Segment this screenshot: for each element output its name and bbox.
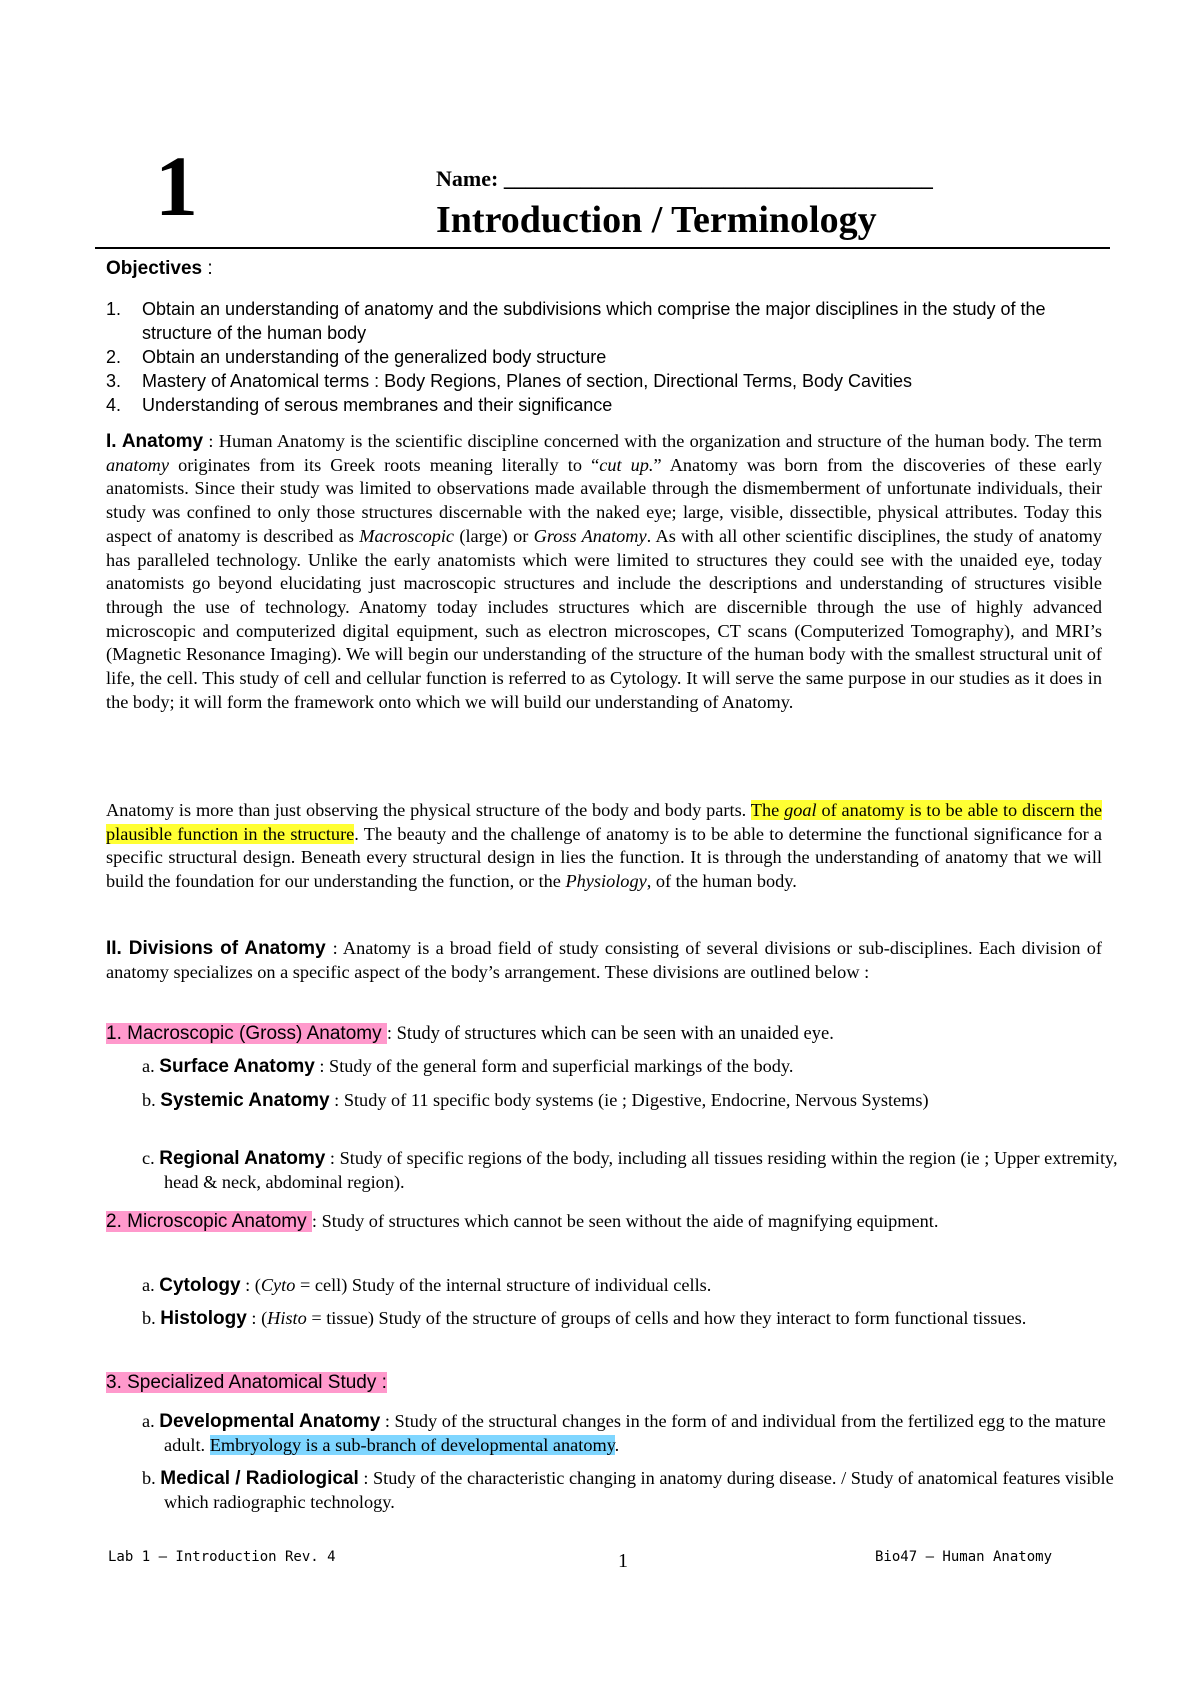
objective-text: Obtain an understanding of the generalized body structure <box>142 347 607 367</box>
objectives-colon: : <box>207 258 213 279</box>
subdivision-systemic <box>142 1089 1124 1113</box>
text-run: = tissue) Study of the structure of groups of cells and how they interact to form functional tissues. <box>306 1308 1027 1328</box>
section-heading-anatomy: I. Anatomy <box>106 431 204 452</box>
objective-number: 4. <box>106 395 122 415</box>
text-run: : Study of specific regions of the body, including all tissues residing within the region (ie ; Upper extremity, head & neck, abdominal region). <box>164 1148 1118 1192</box>
italic-term: goal <box>784 800 817 820</box>
sub-letter: a. <box>142 1056 160 1076</box>
microscopic-label: 2. Microscopic Anatomy <box>106 1211 312 1232</box>
sub-name: Regional Anatomy <box>159 1148 326 1169</box>
text-run: : Human Anatomy is the scientific discipline concerned with the organization and structure of the human body. The term <box>203 431 1102 451</box>
objective-text: Mastery of Anatomical terms : Body Regions, Planes of section, Directional Terms, Body Cavities <box>142 371 912 391</box>
text-run: of anatomy is to be able to discern the plausible function in the structure <box>106 800 1103 844</box>
sub-name: Surface Anatomy <box>159 1056 315 1077</box>
chapter-number: 1 <box>155 138 198 234</box>
objective-number: 2. <box>106 347 122 367</box>
sub-name: Medical / Radiological <box>160 1468 359 1489</box>
sub-name: Developmental Anatomy <box>159 1411 381 1432</box>
text-run: (large) or <box>454 525 534 546</box>
text-run: ” Anatomy was born from the discoveries of these early anatomists. Since their study was limited to observations made available through the dismemberment of unfortunate individuals, their study was confined to only those structures discernable with the naked eye; large, visible, dissectible, physical attributes. Today this aspect of anatomy is described as <box>106 454 1102 546</box>
sub-name: Histology <box>160 1308 247 1329</box>
specialized-label: 3. Specialized Anatomical Study : <box>106 1372 387 1393</box>
italic-term: cut up. <box>599 454 654 475</box>
objective-item <box>106 393 1106 417</box>
objective-number: 1. <box>106 299 122 319</box>
sub-name: Cytology <box>159 1275 241 1296</box>
text-run: : Study of structures which can be seen with an unaided eye. <box>386 1024 834 1044</box>
text-run: : ( <box>240 1275 261 1295</box>
title-rule <box>95 247 1110 249</box>
italic-term: anatomy <box>106 454 169 475</box>
text-run: : Study of the structural changes in the form of and individual from the fertilized egg to the mature adult. <box>164 1411 1106 1455</box>
macroscopic-label: 1. Macroscopic (Gross) Anatomy <box>106 1023 387 1044</box>
sub-letter: a. <box>142 1275 160 1295</box>
text-run: : Study of the characteristic changing in anatomy during disease. / Study of anatomical features visible which radiographic technology. <box>164 1468 1114 1512</box>
objectives-label: Objectives <box>106 258 208 279</box>
section-heading-divisions: II. Divisions of Anatomy <box>106 938 333 959</box>
sub-letter: b. <box>142 1308 161 1328</box>
subdivision-surface <box>142 1055 1124 1079</box>
sub-name: Systemic Anatomy <box>160 1090 330 1111</box>
text-run: : Study of the general form and superficial markings of the body. <box>314 1056 794 1076</box>
subdivision-medical <box>142 1467 1124 1514</box>
name-field-line <box>436 166 933 192</box>
objectives-heading <box>106 258 213 280</box>
text-run: Anatomy is more than just observing the physical structure of the body and body parts. <box>106 800 751 820</box>
specialized-heading <box>106 1371 387 1395</box>
sub-letter: b. <box>142 1090 161 1110</box>
objective-text: Obtain an understanding of anatomy and the subdivisions which comprise the major disciplines in the study of the structure of the human body <box>142 299 1046 343</box>
italic-term: Physiology <box>565 871 647 892</box>
text-run: : Study of 11 specific body systems (ie ; Digestive, Endocrine, Nervous Systems) <box>329 1090 929 1110</box>
italic-term: Histo <box>267 1308 307 1328</box>
objective-item <box>106 345 1106 369</box>
page-title: Introduction / Terminology <box>436 199 877 241</box>
text-run: : Study of structures which cannot be seen without the aide of magnifying equipment. <box>311 1211 939 1231</box>
sub-letter: a. <box>142 1411 160 1431</box>
italic-term: Cyto <box>260 1275 296 1295</box>
text-run: : Anatomy is a broad field of study consisting of several divisions or sub-disciplines. Each division of anatomy specializes on a specific aspect of the body’s arrangement. These divisions are outlined below : <box>106 938 1102 982</box>
microscopic-heading <box>106 1210 1088 1234</box>
text-run: . As with all other scientific disciplines, the study of anatomy has paralleled technology. Unlike the early anatomists which were limited to structures they could see with the unaided eye, today anatomists go beyond elucidating just macroscopic structures and include the descriptions and understanding of structures visible through the use of technology. Anatomy today includes structures which are discernible through the use of highly advanced microscopic and computerized digital equipment, such as electron microscopes, CT scans (Computerized Tomography), and MRI’s (Magnetic Resonance Imaging). We will begin our understanding of the structure of the human body with the smallest structural unit of life, the cell. This study of cell and cellular function is referred to as Cytology. It will serve the same purpose in our studies as it does in the body; it will form the framework onto which we will build our understanding of Anatomy. <box>106 525 1103 712</box>
divisions-paragraph <box>106 937 1102 984</box>
macroscopic-heading <box>106 1022 834 1046</box>
subdivision-developmental <box>142 1410 1124 1457</box>
italic-term: Gross Anatomy <box>533 525 647 546</box>
text-run: originates from its Greek roots meaning literally to “ <box>168 454 600 475</box>
sub-letter: b. <box>142 1468 161 1488</box>
sub-letter: c. <box>142 1148 160 1168</box>
objective-text: Understanding of serous membranes and their significance <box>142 395 613 415</box>
anatomy-goal-paragraph <box>106 799 1102 894</box>
name-blank: _______________________________________ <box>503 166 933 191</box>
text-run: . <box>614 1434 620 1455</box>
text-run: . The beauty and the challenge of anatomy is to be able to determine the functional significance for a specific structural design. Beneath every structural design in lies the function. It is through the understanding of anatomy that we will build the foundation for our understanding the function, or the <box>106 823 1102 892</box>
anatomy-paragraph <box>106 430 1102 714</box>
objective-number: 3. <box>106 371 122 391</box>
italic-term: Macroscopic <box>359 525 455 546</box>
highlighted-embryology: Embryology is a sub-branch of developmental anatomy <box>209 1434 615 1455</box>
objectives-list <box>106 297 1106 417</box>
footer-course-label: Bio47 – Human Anatomy <box>875 1549 1053 1565</box>
subdivision-histology <box>142 1307 1124 1331</box>
page-number: 1 <box>618 1550 628 1572</box>
objective-item <box>106 369 1106 393</box>
subdivision-regional <box>142 1147 1124 1194</box>
footer-lab-label: Lab 1 – Introduction Rev. 4 <box>108 1549 336 1565</box>
objective-item <box>106 297 1106 345</box>
text-run: : ( <box>246 1308 268 1328</box>
name-label: Name: <box>436 166 504 191</box>
text-run: The <box>750 800 785 820</box>
text-run: , of the human body. <box>646 871 797 892</box>
subdivision-cytology <box>142 1274 1124 1298</box>
text-run: = cell) Study of the internal structure of individual cells. <box>295 1275 712 1295</box>
